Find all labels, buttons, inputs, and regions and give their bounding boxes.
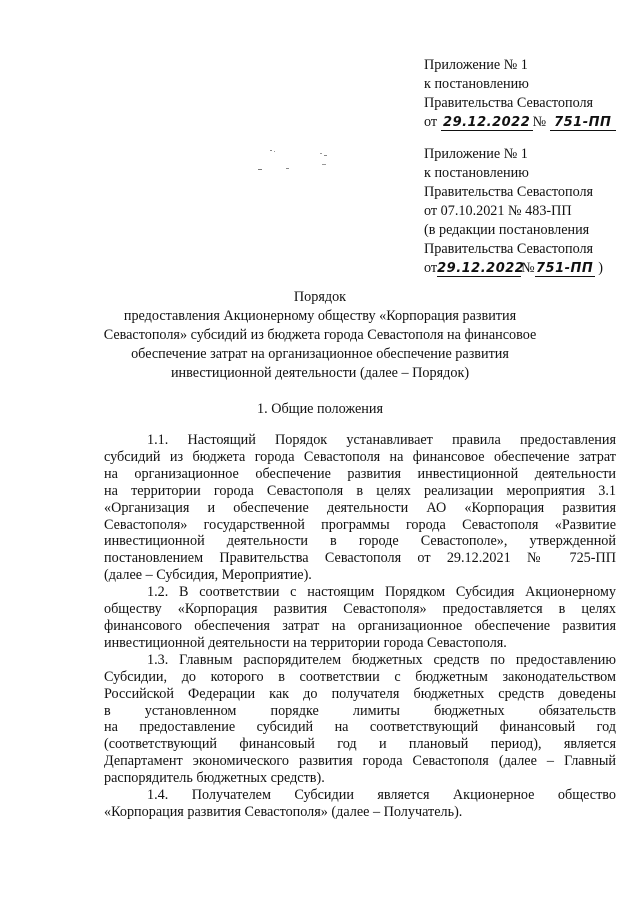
text-line: (соответствующий финансовый год и плановый период), является <box>104 736 616 753</box>
title-line: Севастополя» субсидий из бюджета города Севастополя на финансовое <box>103 327 537 343</box>
appendix-line: Правительства Севастополя <box>424 241 594 257</box>
section-heading: 1. Общие положения <box>257 401 383 417</box>
text-line: 1.1. Настоящий Порядок устанавливает правила предоставления <box>147 432 616 448</box>
text-line: на территории города Севастополя в целях реализации мероприятия 3.1 <box>104 482 616 499</box>
text-line: инвестиционной деятельности в городе Севастополе», утвержденной <box>104 533 616 550</box>
text-line: (далее – Субсидия, Мероприятие). <box>104 567 312 584</box>
scan-specks <box>258 150 338 180</box>
date-prefix: от <box>424 260 438 276</box>
paragraph-1-4 <box>104 787 616 821</box>
text-line: обществу «Корпорация развития Севастополя» предоставляется в целях <box>104 601 616 618</box>
paragraph-1-1 <box>104 432 616 584</box>
handwritten-date: 29.12.2022 <box>437 261 525 276</box>
text-line: Субсидии, до которого в соответствии с бюджетным законодательством <box>104 668 616 685</box>
text-line: постановлением Правительства Севастополя от 29.12.2021 № 725-ПП <box>104 550 616 567</box>
appendix-line: к постановлению <box>424 76 529 92</box>
number-prefix: № <box>521 260 535 276</box>
appendix-line: Приложение № 1 <box>424 146 528 162</box>
appendix-previous <box>424 145 630 278</box>
handwritten-date: 29.12.2022 <box>441 115 533 131</box>
appendix-date-line <box>424 259 630 278</box>
text-line: 1.2. В соответствии с настоящим Порядком Субсидия Акционерному <box>147 584 616 601</box>
text-line: в установленном порядке лимиты бюджетных обязательств <box>104 702 616 719</box>
text-line: субсидий из бюджета города Севастополя на финансовое обеспечение затрат <box>104 448 616 465</box>
handwritten-number: 751-ПП <box>550 115 616 131</box>
text-line: на организационное обеспечение развития инвестиционной деятельности <box>104 465 616 482</box>
title-heading: Порядок <box>293 289 347 305</box>
text-line: 1.3. Главным распорядителем бюджетных средств по предоставлению <box>147 651 616 668</box>
document-title <box>100 288 540 383</box>
appendix-line: к постановлению <box>424 165 529 181</box>
appendix-line: (в редакции постановления <box>424 222 590 238</box>
paragraph-1-3 <box>104 652 616 787</box>
text-line: Севастополя» государственной программы города Севастополя «Развитие <box>104 516 616 533</box>
title-line: предоставления Акционерному обществу «Корпорация развития <box>123 308 517 324</box>
text-line: «Корпорация развития Севастополя» (далее – Получатель). <box>104 803 463 820</box>
text-line: финансового обеспечения затрат на организационное обеспечение развития <box>104 617 616 634</box>
paragraph-1-2 <box>104 584 616 652</box>
handwritten-number: 751-ПП <box>536 261 594 276</box>
text-line: «Организация и обеспечение деятельности АО «Корпорация развития <box>104 499 616 516</box>
appendix-line: Правительства Севастополя <box>424 184 594 200</box>
appendix-date-line <box>424 113 630 132</box>
date-prefix: от <box>424 114 438 130</box>
appendix-line: Приложение № 1 <box>424 57 528 73</box>
closing-paren: ) <box>598 260 603 276</box>
text-line: Департамент экономического развития города Севастополя (далее – Главный <box>104 753 616 770</box>
appendix-current <box>424 56 630 132</box>
text-line: на предоставление субсидий на соответствующий финансовый год <box>104 719 616 736</box>
document-body <box>104 432 616 821</box>
appendix-line: Правительства Севастополя <box>424 95 594 111</box>
text-line: 1.4. Получателем Субсидии является Акционерное общество <box>147 787 616 804</box>
appendix-line: от 07.10.2021 № 483-ПП <box>424 203 572 219</box>
number-prefix: № <box>532 114 547 130</box>
title-line: обеспечение затрат на организационное обеспечение развития <box>131 346 509 362</box>
text-line: Российской Федерации как до получателя бюджетных средств доведены <box>104 685 616 702</box>
title-line: инвестиционной деятельности (далее – Порядок) <box>170 365 470 381</box>
text-line: инвестиционной деятельности на территории города Севастополя. <box>104 634 507 651</box>
text-line: распорядитель бюджетных средств). <box>104 770 325 787</box>
